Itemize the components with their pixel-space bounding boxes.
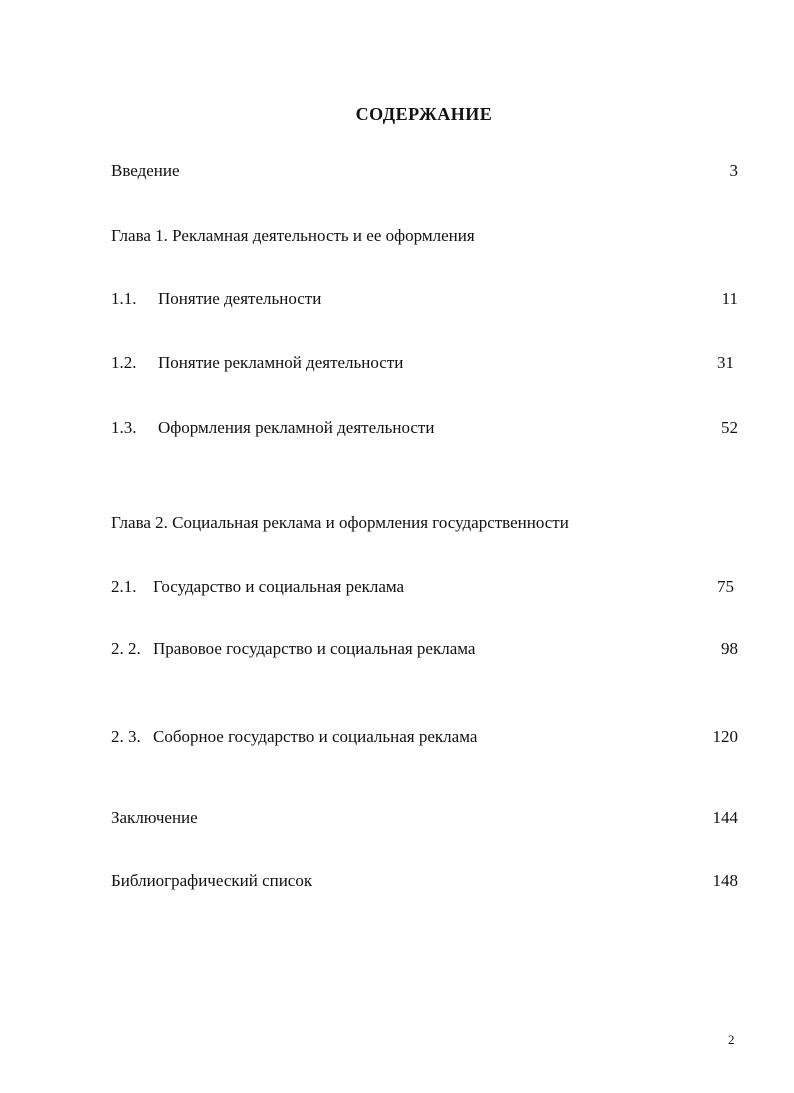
toc-entry-text: Заключение <box>111 808 198 827</box>
toc-entry-number: 1.1. <box>111 289 137 308</box>
toc-entry-number: 1.2. <box>111 353 137 372</box>
toc-entry-page: 120 <box>712 727 738 746</box>
toc-entry-introduction[interactable] <box>111 159 738 183</box>
toc-entry-2-2[interactable] <box>111 637 738 661</box>
toc-entry-number: 2. 2. <box>111 639 141 658</box>
toc-entry-text: Правовое государство и социальная реклама <box>153 639 476 658</box>
toc-chapter-1[interactable] <box>111 224 738 248</box>
toc-entry-page: 3 <box>729 161 738 180</box>
toc-entry-text: Оформления рекламной деятельности <box>158 418 435 437</box>
page-number: 2 <box>728 1032 735 1047</box>
toc-entry-1-1[interactable] <box>111 287 738 311</box>
page-title: СОДЕРЖАНИЕ <box>355 104 493 124</box>
toc-entry-page: 31 <box>717 353 734 372</box>
toc-entry-conclusion[interactable] <box>111 806 738 830</box>
toc-entry-number: 1.3. <box>111 418 137 437</box>
toc-entry-page: 148 <box>712 871 738 890</box>
toc-entry-page: 144 <box>712 808 738 827</box>
toc-entry-text: Понятие рекламной деятельности <box>158 353 404 372</box>
toc-entry-text: Глава 1. Рекламная деятельность и ее оформления <box>111 226 475 245</box>
toc-entry-bibliography[interactable] <box>111 869 738 893</box>
toc-entry-text: Библиографический список <box>111 871 313 890</box>
toc-entry-page: 75 <box>717 577 734 596</box>
toc-chapter-2[interactable] <box>111 511 738 535</box>
toc-entry-2-1[interactable] <box>111 575 738 599</box>
toc-entry-1-2[interactable] <box>111 351 738 375</box>
toc-entry-text: Введение <box>111 161 180 180</box>
toc-entry-text: Понятие деятельности <box>158 289 322 308</box>
toc-entry-text: Соборное государство и социальная реклама <box>153 727 478 746</box>
toc-entry-2-3[interactable] <box>111 725 738 749</box>
toc-entry-number: 2.1. <box>111 577 137 596</box>
toc-entry-text: Глава 2. Социальная реклама и оформления государственности <box>111 513 569 532</box>
toc-entry-1-3[interactable] <box>111 416 738 440</box>
toc-entry-page: 11 <box>721 289 738 308</box>
toc-entry-page: 52 <box>721 418 738 437</box>
toc-entry-page: 98 <box>721 639 738 658</box>
toc-entry-text: Государство и социальная реклама <box>153 577 405 596</box>
toc-entry-number: 2. 3. <box>111 727 141 746</box>
